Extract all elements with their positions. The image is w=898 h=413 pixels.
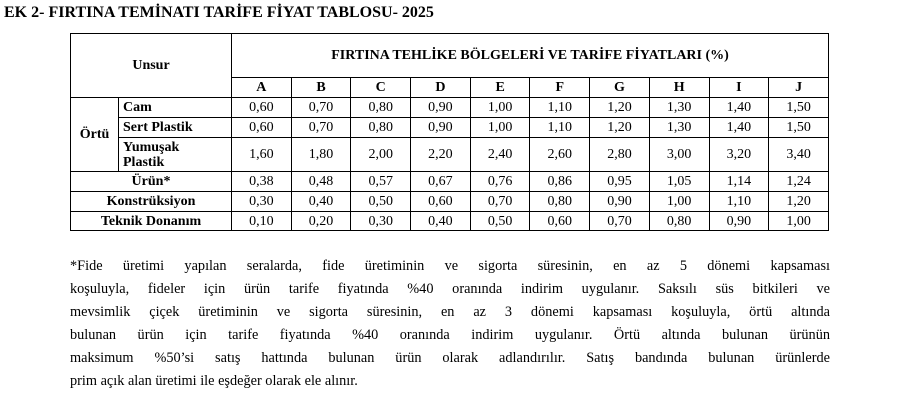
region-header: A — [232, 78, 292, 98]
value-cell: 2,00 — [351, 138, 411, 172]
value-cell: 0,70 — [470, 192, 530, 212]
value-cell: 1,00 — [470, 118, 530, 138]
value-cell: 1,50 — [769, 98, 829, 118]
value-cell: 2,40 — [470, 138, 530, 172]
value-cell: 0,50 — [470, 212, 530, 231]
value-cell: 1,80 — [291, 138, 351, 172]
value-cell: 0,80 — [351, 98, 411, 118]
value-cell: 1,30 — [649, 98, 709, 118]
footnote-line: *Fide üretimi yapılan seralarda, fide üretiminin ve sigorta süresinin, en az 5 dönemi kapsaması — [70, 258, 830, 274]
value-cell: 0,80 — [530, 192, 590, 212]
value-cell: 0,48 — [291, 172, 351, 192]
footnote-line: prim açık alan üretimi ile eşdeğer olarak ele alınır. — [70, 373, 358, 389]
value-cell: 1,05 — [649, 172, 709, 192]
value-cell: 0,30 — [232, 192, 292, 212]
value-cell: 1,00 — [769, 212, 829, 231]
value-cell: 0,40 — [411, 212, 471, 231]
row-label: Sert Plastik — [119, 118, 232, 138]
page-title: EK 2- FIRTINA TEMİNATI TARİFE FİYAT TABLOSU- 2025 — [4, 4, 434, 21]
value-cell: 1,24 — [769, 172, 829, 192]
value-cell: 1,20 — [590, 118, 650, 138]
value-cell: 0,90 — [709, 212, 769, 231]
value-cell: 1,30 — [649, 118, 709, 138]
value-cell: 0,38 — [232, 172, 292, 192]
region-header: H — [649, 78, 709, 98]
value-cell: 1,00 — [470, 98, 530, 118]
footnote — [70, 255, 830, 393]
value-cell: 1,60 — [232, 138, 292, 172]
value-cell: 0,57 — [351, 172, 411, 192]
value-cell: 1,50 — [769, 118, 829, 138]
region-header: B — [291, 78, 351, 98]
tariff-table — [70, 33, 829, 231]
region-header: F — [530, 78, 590, 98]
value-cell: 0,40 — [291, 192, 351, 212]
value-cell: 1,14 — [709, 172, 769, 192]
value-cell: 2,60 — [530, 138, 590, 172]
value-cell: 2,80 — [590, 138, 650, 172]
value-cell: 0,67 — [411, 172, 471, 192]
unsur-header: Unsur — [71, 34, 232, 98]
value-cell: 1,00 — [649, 192, 709, 212]
region-header: E — [470, 78, 530, 98]
table-row — [71, 98, 829, 118]
value-cell: 0,70 — [590, 212, 650, 231]
value-cell: 0,90 — [411, 118, 471, 138]
row-label: Konstrüksiyon — [71, 192, 232, 212]
region-group-header: FIRTINA TEHLİKE BÖLGELERİ VE TARİFE FİYATLARI (%) — [232, 34, 829, 78]
value-cell: 1,20 — [590, 98, 650, 118]
value-cell: 1,10 — [709, 192, 769, 212]
table-header-row — [71, 34, 829, 78]
table-row — [71, 212, 829, 231]
value-cell: 1,40 — [709, 98, 769, 118]
row-label — [119, 138, 232, 172]
value-cell: 0,60 — [411, 192, 471, 212]
value-cell: 0,70 — [291, 98, 351, 118]
value-cell: 3,40 — [769, 138, 829, 172]
region-header: I — [709, 78, 769, 98]
value-cell: 0,90 — [411, 98, 471, 118]
value-cell: 0,86 — [530, 172, 590, 192]
row-label-line: Plastik — [123, 154, 165, 170]
table-row — [71, 138, 829, 172]
table-row — [71, 192, 829, 212]
ortu-label: Örtü — [71, 98, 119, 172]
footnote-line: koşuluyla, fideler için ürün tarife fiyatında %40 oranında indirim uygulanır. Saksılı süs bitkileri ve — [70, 281, 830, 297]
region-header: J — [769, 78, 829, 98]
region-header: C — [351, 78, 411, 98]
value-cell: 1,20 — [769, 192, 829, 212]
value-cell: 0,95 — [590, 172, 650, 192]
value-cell: 0,80 — [649, 212, 709, 231]
value-cell: 3,20 — [709, 138, 769, 172]
value-cell: 1,10 — [530, 98, 590, 118]
value-cell: 0,50 — [351, 192, 411, 212]
table-row — [71, 172, 829, 192]
row-label: Teknik Donanım — [71, 212, 232, 231]
value-cell: 0,20 — [291, 212, 351, 231]
value-cell: 1,40 — [709, 118, 769, 138]
value-cell: 0,10 — [232, 212, 292, 231]
row-label-line: Yumuşak — [123, 139, 180, 155]
value-cell: 0,60 — [530, 212, 590, 231]
footnote-line: bulunan ürün için tarife fiyatında %40 oranında indirim uygulanır. Örtü altında bulunan ürünün — [70, 327, 830, 343]
value-cell: 2,20 — [411, 138, 471, 172]
value-cell: 0,90 — [590, 192, 650, 212]
value-cell: 0,60 — [232, 118, 292, 138]
value-cell: 0,76 — [470, 172, 530, 192]
value-cell: 3,00 — [649, 138, 709, 172]
value-cell: 0,30 — [351, 212, 411, 231]
value-cell: 0,60 — [232, 98, 292, 118]
region-header: D — [411, 78, 471, 98]
row-label: Ürün* — [71, 172, 232, 192]
region-header: G — [590, 78, 650, 98]
footnote-line: maksimum %50’si satış hattında bulunan ürün olarak adlandırılır. Satış bandında bulunan ürünlerde — [70, 350, 830, 366]
value-cell: 1,10 — [530, 118, 590, 138]
value-cell: 0,80 — [351, 118, 411, 138]
table-row — [71, 118, 829, 138]
row-label: Cam — [119, 98, 232, 118]
value-cell: 0,70 — [291, 118, 351, 138]
footnote-line: mevsimlik çiçek üretiminin ve sigorta süresinin, en az 3 dönemi kapsaması koşuluyla, örtü altında — [70, 304, 830, 320]
